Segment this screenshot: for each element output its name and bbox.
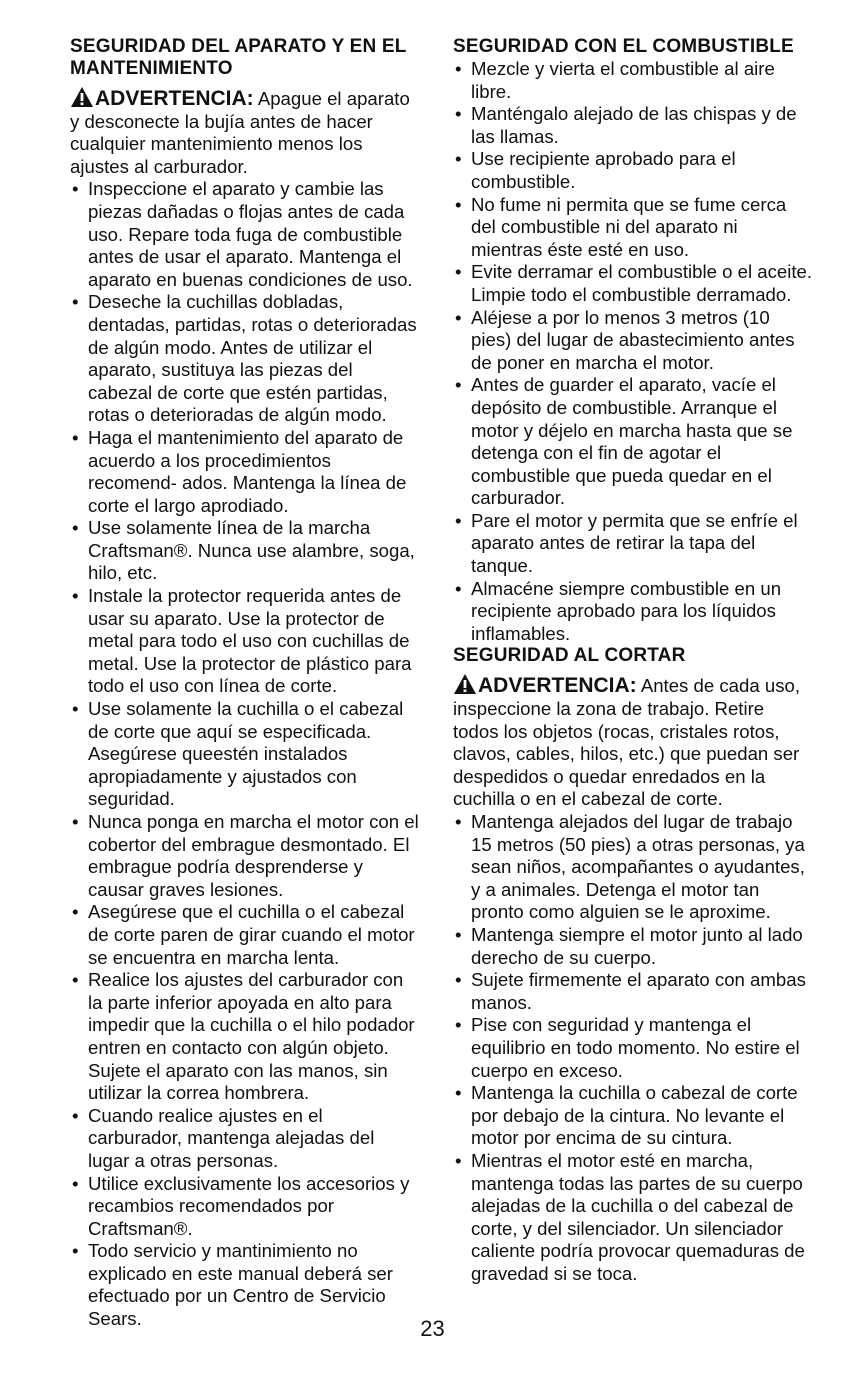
warning-triangle-icon [70,86,94,108]
list-item: • Mantenga la cuchilla o cabezal de corte por debajo de la cintura. No levante el motor por encima de su cintura. [453,1082,813,1150]
list-item: • Use recipiente aprobado para el combustible. [453,148,813,193]
warning-triangle-icon [453,673,477,695]
maintenance-list [70,178,420,1330]
list-item: • Realice los ajustes del carburador con la parte inferior apoyada en alto para impedir que la cuchilla o el hilo podador entren en contacto con algún objeto. Sujete el aparato con las manos, sin utilizar la correa hombrera. [70,969,420,1105]
cutting-safety-heading: SEGURIDAD AL CORTAR [453,645,686,667]
maintenance-safety-heading: SEGURIDAD DEL APARATO Y EN EL MANTENIMIENTO [70,36,407,79]
left-column [70,36,420,1331]
warning-label: ADVERTENCIA: [478,674,637,698]
list-item: • Haga el mantenimiento del aparato de acuerdo a los procedimientos recomend- ados. Mantenga la línea de corte el largo aprodiado. [70,427,420,517]
maintenance-warning [70,86,420,178]
list-item: • Inspeccione el aparato y cambie las piezas dañadas o flojas antes de cada uso. Repare toda fuga de combustible antes de usar el aparato. Mantenga el aparato en buenas condiciones de uso. [70,178,420,291]
warning-label: ADVERTENCIA: [95,87,254,110]
list-item: • Sujete firmemente el aparato con ambas manos. [453,969,813,1014]
list-item: • Pare el motor y permita que se enfríe el aparato antes de retirar la tapa del tanque. [453,510,813,578]
list-item: • Mantenga alejados del lugar de trabajo 15 metros (50 pies) a otras personas, ya sean niños, acompañantes o ayudantes, y a animales. Detenga el motor tan pronto como alguien se le aproxime. [453,811,813,924]
list-item: • Asegúrese que el cuchilla o el cabezal de corte paren de girar cuando el motor se encuentra en marcha lenta. [70,901,420,969]
list-item: • Mantenga siempre el motor junto al lado derecho de su cuerpo. [453,924,813,969]
list-item: • Almacéne siempre combustible en un recipiente aprobado para los líquidos inflamables. [453,578,813,646]
list-item: • Manténgalo alejado de las chispas y de las llamas. [453,103,813,148]
list-item: • Evite derramar el combustible o el aceite. Limpie todo el combustible derramado. [453,261,813,306]
list-item: • No fume ni permita que se fume cerca del combustible ni del aparato ni mientras éste esté en uso. [453,194,813,262]
fuel-list [453,58,813,645]
fuel-safety-heading: SEGURIDAD CON EL COMBUSTIBLE [453,36,794,57]
list-item: • Pise con seguridad y mantenga el equilibrio en todo momento. No estire el cuerpo en exceso. [453,1014,813,1082]
list-item: • Nunca ponga en marcha el motor con el cobertor del embrague desmontado. El embrague podría desprenderse y causar graves lesiones. [70,811,420,901]
page-number: 23 [420,1316,445,1341]
list-item: • Todo servicio y mantinimiento no explicado en este manual deberá ser efectuado por un Centro de Servicio Sears. [70,1240,420,1330]
list-item: • Use solamente la cuchilla o el cabezal de corte que aquí se especificada. Asegúrese queestén instalados apropiadamente y ajustados con seguridad. [70,698,420,811]
cutting-warning [453,673,813,811]
warning-text: Apague el aparato y desconecte la bujía antes de hacer cualquier mantenimiento menos los ajustes al carburador. [70,88,410,177]
list-item: • Instale la protector requerida antes de usar su aparato. Use la protector de metal para todo el uso con cuchillas de metal. Use la protector de plástico para todo el uso con línea de corte. [70,585,420,698]
list-item: • Use solamente línea de la marcha Craftsman®. Nunca use alambre, soga, hilo, etc. [70,517,420,585]
list-item: • Mezcle y vierta el combustible al aire libre. [453,58,813,103]
list-item: • Deseche la cuchillas dobladas, dentadas, partidas, rotas o deterioradas de algún modo. Antes de utilizar el aparato, sustituya las piezas del cabezal de corte que estén partidas, rotas o deterioradas de algún modo. [70,291,420,427]
list-item: • Utilice exclusivamente los accesorios y recambios recomendados por Craftsman®. [70,1173,420,1241]
list-item: • Cuando realice ajustes en el carburador, mantenga alejadas del lugar a otras personas. [70,1105,420,1173]
list-item: • Antes de guarder el aparato, vacíe el depósito de combustible. Arranque el motor y déjelo en marcha hasta que se detenga con el fin de agotar el combustible que pueda quedar en el carburador. [453,374,813,510]
list-item: • Aléjese a por lo menos 3 metros (10 pies) del lugar de abastecimiento antes de poner en marcha el motor. [453,307,813,375]
list-item: • Mientras el motor esté en marcha, mantenga todas las partes de su cuerpo alejadas de la cuchilla o del cabezal de corte, y del silenciador. Un silenciador caliente podría provocar quemaduras de gravedad si se toca. [453,1150,813,1286]
right-column [453,36,813,1285]
cutting-list [453,811,813,1285]
warning-text: Antes de cada uso, inspeccione la zona de trabajo. Retire todos los objetos (rocas, cristales rotos, clavos, cables, hilos, etc.) que puedan ser despedidos o quedar enredados en la cuchilla o en el cabezal de corte. [453,675,801,810]
